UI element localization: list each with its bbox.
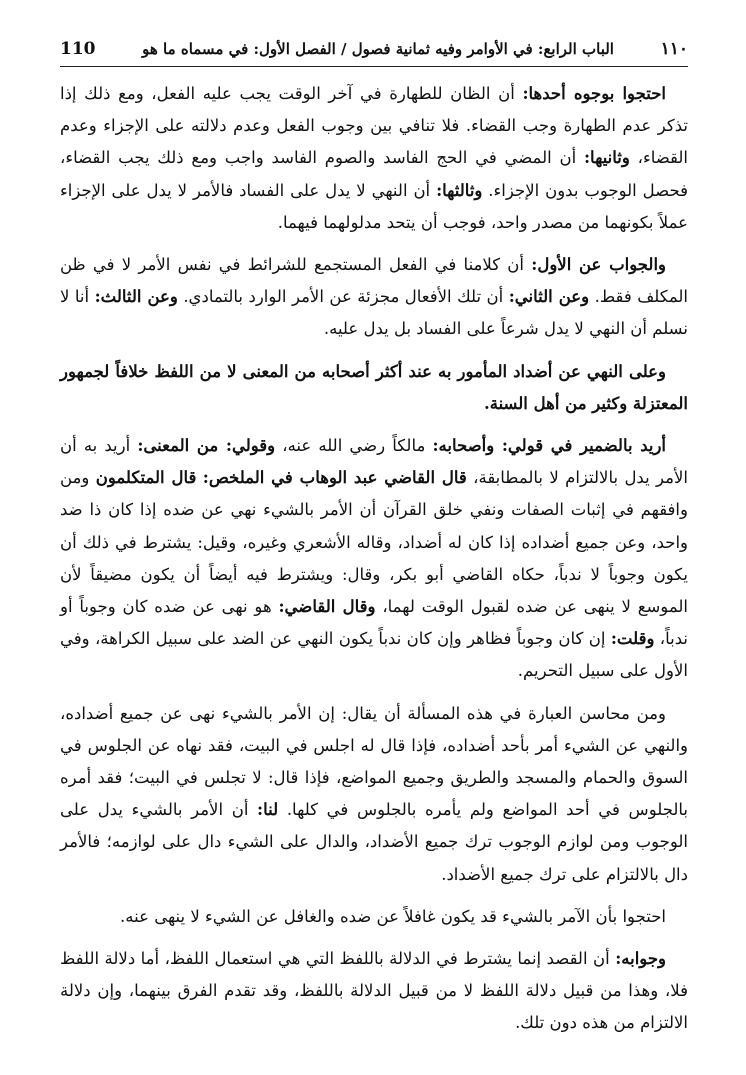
page-number-latin: 110 xyxy=(60,39,96,59)
page-body xyxy=(60,78,688,1050)
bold-phrase: وعن الثالث: xyxy=(94,287,178,307)
text-run: ومن محاسن العبارة في هذه المسألة أن يقال: إن الأمر بالشيء نهى عن جميع أضداده، والنهي عن الشيء أمر بأحد أضداده، فإذا قال له اجلس في البيت، فقد نهاه عن الجلوس في السوق والحمام والمسجد والطريق وجميع المواضع، فإذا قال: لا تجلس في البيت؛ فقد أمره بالجلوس في أحد المواضع ولم يأمره بالجلوس في كلها. xyxy=(60,703,688,820)
bold-phrase: وقلت: xyxy=(610,629,655,649)
paragraph xyxy=(60,78,688,239)
bold-phrase: وثانيها: xyxy=(583,148,630,168)
bold-phrase: وجوابه: xyxy=(615,949,666,969)
bold-phrase: وقولي: من المعنى: xyxy=(137,436,276,456)
bold-phrase: وعن الثاني: xyxy=(508,287,590,307)
text-run: احتجوا بأن الآمر بالشيء قد يكون غافلاً عن ضده والغافل عن الشيء لا ينهى عنه. xyxy=(120,906,666,926)
text-run: مالكاً رضي الله عنه، xyxy=(275,436,433,456)
text-run: هو نهى عن ضده كان وجوباً أو ندباً، xyxy=(60,597,689,649)
bold-phrase: أريد بالضمير في قولي: وأصحابه: xyxy=(432,436,666,456)
text-run: ومن وافقهم في إثبات الصفات ونفي خلق القرآن أن الأمر بالشيء نهي عن ضده إذا كان ذا ضد واحد، وعن جميع أضداده إذا كان له أضداد، وقاله الأشعري وغيره، وقيل: يشترط في ذلك أن يكون وجوباً لا ندباً، حكاه القاضي أبو بكر، وقال: ويشترط فيه أيضاً أن يكون مضيقاً لأن الموسع لا ينهى عن ضده لقبول الوقت لهما، xyxy=(60,468,688,617)
page-number-arabic: ١١٠ xyxy=(660,39,688,59)
paragraph xyxy=(60,943,688,1040)
text-run: أن تلك الأفعال مجزئة عن الأمر الوارد بالتمادي. xyxy=(177,287,509,307)
bold-phrase: والجواب عن الأول: xyxy=(531,255,666,275)
paragraph xyxy=(60,430,688,688)
text-run: أنا لا نسلم أن النهي لا يدل شرعاً على الفساد بل يدل عليه. xyxy=(60,287,688,339)
chapter-title: الباب الرابع: في الأوامر وفيه ثمانية فصول / الفصل الأول: في مسماه ما هو xyxy=(142,40,614,58)
text-run: أن كلامنا في الفعل المستجمع للشرائط في نفس الأمر لا في ظن المكلف فقط. xyxy=(60,255,688,307)
paragraph xyxy=(60,249,688,346)
bold-phrase: وثالثها: xyxy=(436,180,483,200)
text-run: أن الظان للطهارة في آخر الوقت يجب عليه الفعل، ومع ذلك إذا تذكر عدم الطهارة وجب القضاء. فلا تنافي بين وجوب الفعل وعدم دلالته على الإجزاء وعدم القضاء، xyxy=(60,84,689,168)
bold-phrase: لنا: xyxy=(257,800,279,820)
bold-phrase: وقال القاضي: xyxy=(278,597,376,617)
bold-phrase: قال المتكلمون xyxy=(95,468,197,488)
bold-phrase: وعلى النهي عن أضداد المأمور به عند أكثر أصحابه من المعنى لا من اللفظ خلافاً لجمهور المعتزلة وكثير من أهل السنة. xyxy=(60,361,688,413)
text-run: أريد به أن الأمر يدل بالالتزام لا بالمطابقة، xyxy=(60,436,688,488)
text-run: إن كان وجوباً فظاهر وإن كان ندباً يكون النهي عن الضد على سبيل الكراهة، وفي الأول على سبيل التحريم. xyxy=(60,629,688,681)
paragraph xyxy=(60,698,688,891)
text-run: أن النهي لا يدل على الفساد فالأمر لا يدل على الإجزاء عملاً بكونهما من مصدر واحد، فوجب أن يتحد مدلولهما فيهما. xyxy=(60,180,688,232)
bold-phrase: قال القاضي عبد الوهاب في الملخص: xyxy=(202,468,467,488)
text-run: أن المضي في الحج الفاسد والصوم الفاسد واجب ومع ذلك يجب القضاء، فحصل الوجوب بدون الإجزاء. xyxy=(60,148,688,200)
paragraph xyxy=(60,356,688,420)
running-header xyxy=(60,34,688,67)
text-run: أن القصد إنما يشترط في الدلالة باللفظ التي هي استعمال اللفظ، أما دلالة اللفظ فلا، وهذا من قبيل دلالة اللفظ لا من قبيل الدلالة باللفظ، وقد تقدم الفرق بينهما، وإن دلالة الالتزام من هذه دون تلك. xyxy=(60,949,688,1033)
paragraph xyxy=(60,901,688,933)
text-run: أن الأمر بالشيء يدل على الوجوب ومن لوازم الوجوب ترك جميع الأضداد، والدال على الشيء دال على لوازمه؛ فالأمر دال بالالتزام على ترك جميع الأضداد. xyxy=(60,800,688,884)
bold-phrase: احتجوا بوجوه أحدها: xyxy=(522,84,666,103)
